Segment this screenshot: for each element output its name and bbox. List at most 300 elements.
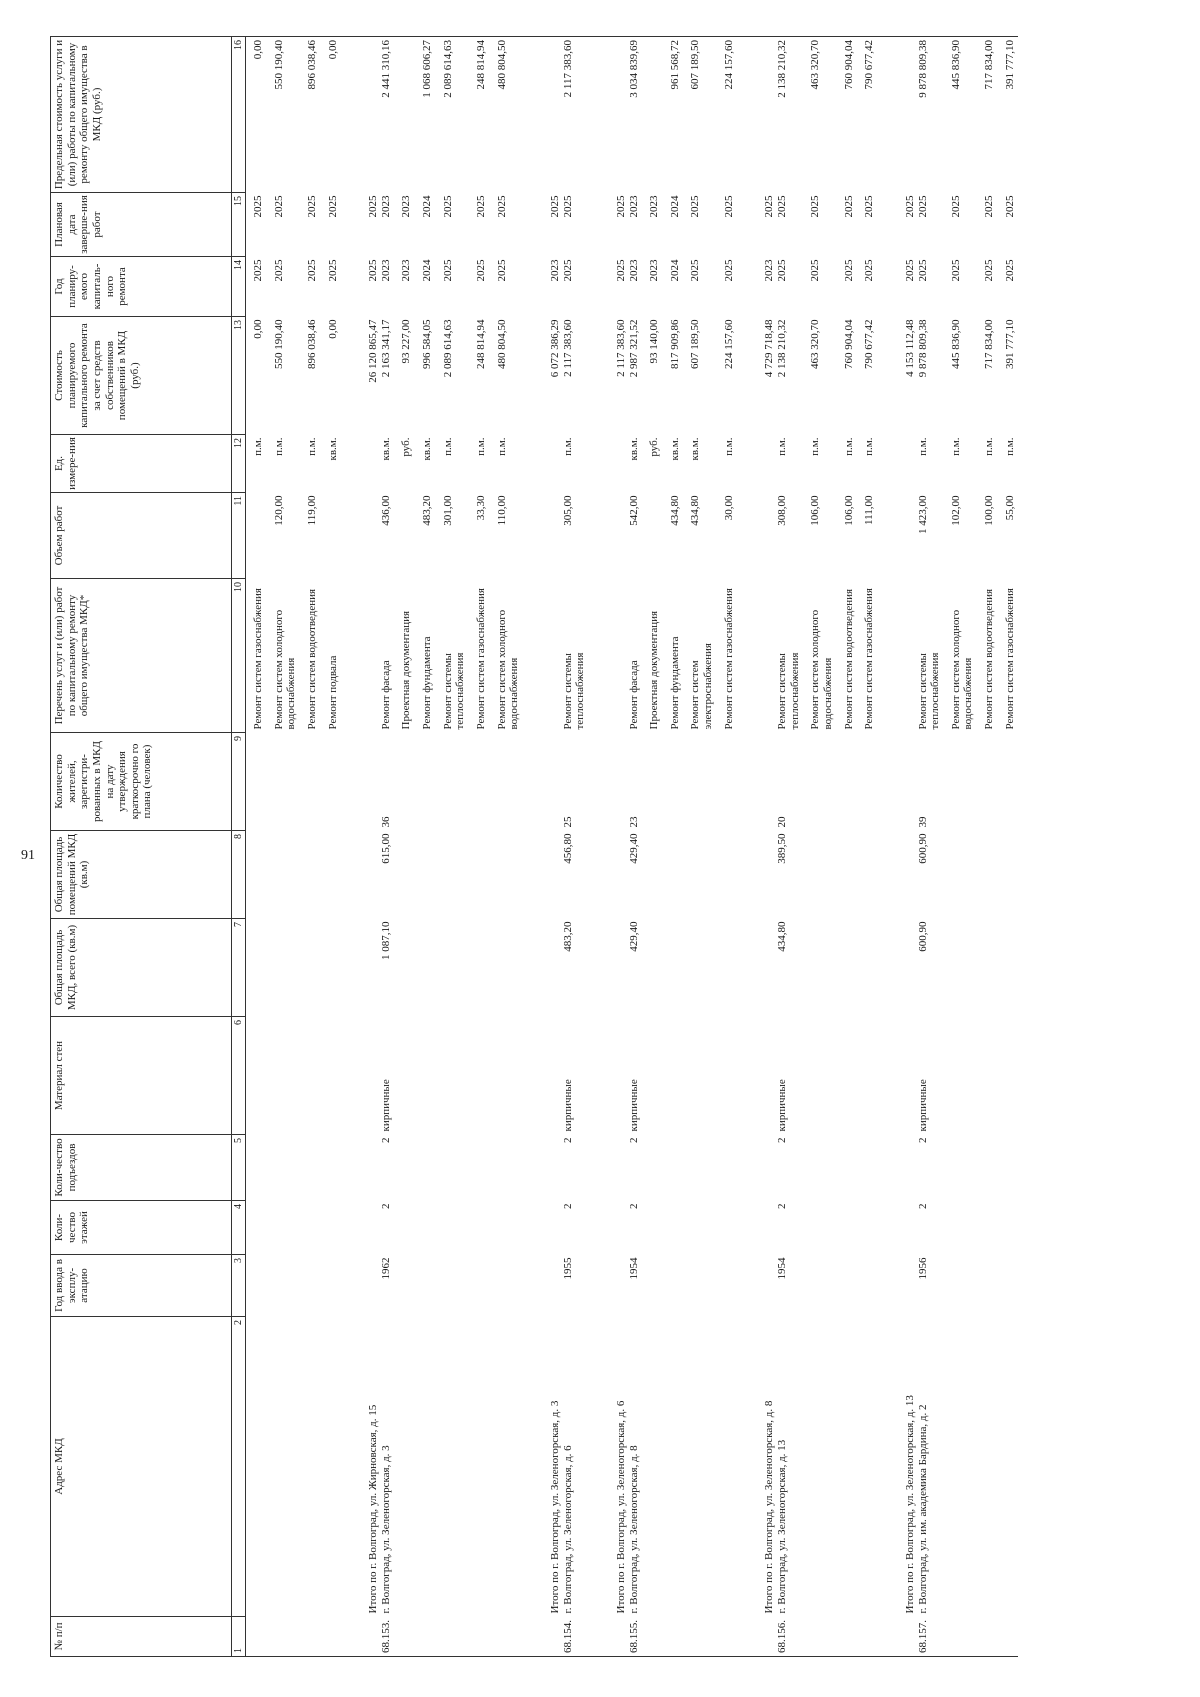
wall-material: кирпичные [916, 1079, 929, 1132]
row-number: 68.153. [380, 1617, 395, 1657]
table-row [663, 37, 684, 1657]
header-cell: Стоимость планируемого капитального ремонта за счет средств собственников помещений в МКД (руб.) [51, 317, 232, 435]
row-number [267, 1617, 300, 1657]
floors-count [341, 1201, 380, 1255]
floors-count [300, 1201, 321, 1255]
work-volume [642, 493, 663, 579]
address [663, 1317, 684, 1617]
max-cost: 717 834,00 [977, 37, 998, 193]
floors-count [490, 1201, 523, 1255]
commission-year [436, 1255, 469, 1317]
completion-date: 2025 [903, 195, 916, 218]
header-row [51, 37, 232, 1657]
row-number: 68.157. [917, 1617, 944, 1657]
max-cost [589, 37, 628, 193]
completion-date: 2025 [983, 195, 996, 218]
residents-count [663, 733, 684, 831]
column-number: 15 [232, 193, 246, 257]
work-volume: 120,00 [272, 495, 285, 526]
floors-count: 2 [627, 1203, 640, 1209]
work-type: Ремонт фасада [379, 660, 392, 730]
unit: кв.м. [326, 437, 339, 461]
completion-date: 2025 [252, 195, 264, 218]
total-row [523, 37, 562, 1657]
table-row [803, 37, 836, 1657]
table-row [562, 37, 589, 1657]
repair-year: 2025 [441, 259, 454, 282]
work-type: Ремонт фундамента [668, 636, 681, 730]
commission-year [717, 1255, 738, 1317]
completion-date: 2025 [722, 195, 735, 218]
premises-area [857, 831, 878, 919]
capital-repair-plan-table [50, 37, 1150, 1657]
work-volume: 1 423,00 [916, 495, 929, 534]
commission-year [300, 1255, 321, 1317]
entrances-count [977, 1135, 998, 1201]
residents-count [469, 733, 490, 831]
floors-count: 2 [379, 1203, 392, 1209]
work-volume: 301,00 [441, 495, 454, 526]
unit: п.м. [863, 437, 876, 456]
max-cost [523, 37, 562, 193]
table-row [380, 37, 395, 1657]
premises-area [321, 831, 342, 919]
max-cost: 550 190,40 [267, 37, 300, 193]
completion-date: 2025 [475, 195, 488, 218]
work-volume: 436,00 [379, 495, 392, 526]
unit: п.м. [441, 437, 454, 456]
work-volume: 106,00 [809, 495, 822, 526]
table-row [246, 37, 267, 1657]
total-area [469, 919, 490, 1017]
column-number: 14 [232, 257, 246, 317]
commission-year [642, 1255, 663, 1317]
unit [878, 435, 917, 493]
work-volume [523, 493, 562, 579]
row-number [436, 1617, 469, 1657]
commission-year [341, 1255, 380, 1317]
planned-cost: 2 117 383,60 [614, 319, 627, 377]
completion-date: 2025 [326, 195, 339, 218]
max-cost: 2 441 310,16 [380, 37, 395, 193]
work-volume: 483,20 [421, 495, 434, 526]
address: Итого по г. Волгоград, ул. Зеленогорская, д. 8 [763, 1400, 776, 1614]
max-cost: 391 777,10 [998, 37, 1019, 193]
premises-area: 456,80 [561, 833, 574, 864]
commission-year [469, 1255, 490, 1317]
commission-year [267, 1255, 300, 1317]
total-area [663, 919, 684, 1017]
page-number: 91 [21, 848, 35, 863]
address [490, 1317, 523, 1617]
repair-year: 2025 [949, 259, 962, 282]
row-number [415, 1617, 436, 1657]
table-row [490, 37, 523, 1657]
residents-count [267, 733, 300, 831]
planned-cost: 717 834,00 [983, 319, 996, 369]
table-row [683, 37, 716, 1657]
completion-date: 2025 [561, 195, 574, 218]
work-volume: 106,00 [842, 495, 855, 526]
residents-count [977, 733, 998, 831]
planned-cost: 896 038,46 [305, 319, 318, 369]
planned-cost: 6 072 386,29 [548, 319, 561, 378]
wall-material: кирпичные [561, 1079, 574, 1132]
entrances-count [737, 1135, 776, 1201]
unit: п.м. [983, 437, 996, 456]
row-number [837, 1617, 858, 1657]
total-area [523, 919, 562, 1017]
floors-count: 2 [776, 1203, 789, 1209]
planned-cost: 2 089 614,63 [441, 319, 454, 378]
commission-year [837, 1255, 858, 1317]
repair-year: 2025 [722, 259, 735, 282]
work-type: Ремонт систем водоотведения [305, 588, 318, 730]
entrances-count [490, 1135, 523, 1201]
max-cost: 2 089 614,63 [436, 37, 469, 193]
total-area [683, 919, 716, 1017]
residents-count [321, 733, 342, 831]
planned-cost: 996 584,05 [421, 319, 434, 369]
planned-cost: 248 814,94 [475, 319, 488, 369]
header-cell: Количество жителей, зарегистри-рованных в МКД на дату утверждения краткосрочно го плана (человек) [51, 733, 232, 831]
residents-count [717, 733, 738, 831]
completion-date: 2025 [842, 195, 855, 218]
commission-year [998, 1255, 1019, 1317]
repair-year: 2025 [614, 259, 627, 282]
work-type: Ремонт системы теплоснабжения [776, 652, 801, 730]
commission-year [490, 1255, 523, 1317]
unit: п.м. [842, 437, 855, 456]
column-number: 12 [232, 435, 246, 493]
max-cost: 0,00 [321, 37, 342, 193]
floors-count [803, 1201, 836, 1255]
premises-area [436, 831, 469, 919]
column-number: 6 [232, 1017, 246, 1135]
table-row [837, 37, 858, 1657]
repair-year: 2024 [421, 259, 434, 282]
entrances-count [857, 1135, 878, 1201]
row-number [300, 1617, 321, 1657]
work-type: Ремонт фасада [627, 660, 640, 730]
floors-count [944, 1201, 977, 1255]
work-volume: 111,00 [863, 495, 876, 525]
column-number: 10 [232, 579, 246, 733]
completion-date: 2025 [809, 195, 822, 218]
row-number [246, 1617, 267, 1657]
unit: кв.м. [379, 437, 392, 461]
repair-year: 2025 [367, 259, 380, 282]
row-number: 68.155. [628, 1617, 643, 1657]
residents-count [436, 733, 469, 831]
column-number: 4 [232, 1201, 246, 1255]
header-cell: Предельная стоимость услуги и (или) работы по капитальному ремонту общего имущества в МКД (руб.) [51, 37, 232, 193]
table-row [642, 37, 663, 1657]
work-type [523, 579, 562, 733]
entrances-count [436, 1135, 469, 1201]
residents-count [523, 733, 562, 831]
residents-count [857, 733, 878, 831]
max-cost [737, 37, 776, 193]
residents-count [341, 733, 380, 831]
residents-count: 20 [776, 816, 789, 828]
column-number: 9 [232, 733, 246, 831]
wall-material: кирпичные [627, 1079, 640, 1132]
completion-date: 2025 [495, 195, 508, 218]
total-area [737, 919, 776, 1017]
planned-cost: 550 190,40 [272, 319, 285, 369]
entrances-count [717, 1135, 738, 1201]
total-area [803, 919, 836, 1017]
commission-year [878, 1255, 917, 1317]
address: г. Волгоград, ул. Зеленогорская, д. 3 [379, 1445, 392, 1614]
commission-year [857, 1255, 878, 1317]
completion-date: 2025 [367, 195, 380, 218]
column-number: 7 [232, 919, 246, 1017]
entrances-count: 2 [561, 1137, 574, 1143]
entrances-count [683, 1135, 716, 1201]
planned-cost: 607 189,50 [689, 319, 702, 369]
max-cost: 790 677,42 [857, 37, 878, 193]
work-volume [341, 493, 380, 579]
row-number [803, 1617, 836, 1657]
completion-date: 2025 [949, 195, 962, 218]
planned-cost: 93 227,00 [400, 319, 413, 364]
planned-cost: 790 677,42 [863, 319, 876, 369]
work-type [737, 579, 776, 733]
work-volume: 100,00 [983, 495, 996, 526]
unit: п.м. [305, 437, 318, 456]
total-area [944, 919, 977, 1017]
total-area [837, 919, 858, 1017]
premises-area [977, 831, 998, 919]
work-volume [246, 493, 267, 579]
repair-year: 2025 [903, 259, 916, 282]
total-area [977, 919, 998, 1017]
address [246, 1317, 267, 1617]
address [321, 1317, 342, 1617]
entrances-count [300, 1135, 321, 1201]
work-volume: 110,00 [495, 495, 508, 526]
row-number [857, 1617, 878, 1657]
total-area [642, 919, 663, 1017]
row-number [944, 1617, 977, 1657]
address [469, 1317, 490, 1617]
floors-count [998, 1201, 1019, 1255]
residents-count [944, 733, 977, 831]
entrances-count [944, 1135, 977, 1201]
residents-count [300, 733, 321, 831]
table-row [321, 37, 342, 1657]
entrances-count [642, 1135, 663, 1201]
wall-material [837, 1017, 858, 1135]
repair-year: 2025 [475, 259, 488, 282]
repair-year: 2023 [763, 259, 776, 282]
unit: руб. [648, 437, 661, 457]
wall-material [683, 1017, 716, 1135]
row-number [523, 1617, 562, 1657]
residents-count [803, 733, 836, 831]
column-number: 13 [232, 317, 246, 435]
completion-date: 2025 [441, 195, 454, 218]
premises-area [642, 831, 663, 919]
header-cell: Объем работ [51, 493, 232, 579]
wall-material [589, 1017, 628, 1135]
entrances-count: 2 [916, 1137, 929, 1143]
completion-date: 2025 [916, 195, 929, 218]
total-area [857, 919, 878, 1017]
planned-cost: 9 878 809,38 [916, 319, 929, 378]
work-type: Проектная документация [648, 610, 661, 730]
header-cell: Плановая дата заверше-ния работ [51, 193, 232, 257]
wall-material [300, 1017, 321, 1135]
total-area: 434,80 [776, 921, 789, 952]
commission-year [415, 1255, 436, 1317]
total-area: 1 087,10 [379, 921, 392, 960]
commission-year [803, 1255, 836, 1317]
floors-count [394, 1201, 415, 1255]
row-number: 68.156. [776, 1617, 803, 1657]
unit: кв.м. [689, 437, 702, 461]
entrances-count [837, 1135, 858, 1201]
completion-date: 2025 [763, 195, 776, 218]
total-area: 483,20 [561, 921, 574, 952]
max-cost: 2 117 383,60 [562, 37, 589, 193]
repair-year: 2024 [668, 259, 681, 282]
work-type: Ремонт систем холодного водоснабжения [272, 609, 298, 730]
premises-area [246, 831, 267, 919]
wall-material [267, 1017, 300, 1135]
floors-count [523, 1201, 562, 1255]
commission-year [394, 1255, 415, 1317]
address [803, 1317, 836, 1617]
premises-area [300, 831, 321, 919]
max-cost [878, 37, 917, 193]
table-row [300, 37, 321, 1657]
completion-date: 2024 [668, 195, 681, 218]
repair-year: 2025 [495, 259, 508, 282]
table-row [394, 37, 415, 1657]
max-cost: 760 904,04 [837, 37, 858, 193]
completion-date: 2025 [863, 195, 876, 218]
header-cell: Материал стен [51, 1017, 232, 1135]
column-number: 2 [232, 1317, 246, 1617]
header-cell: Год ввода в эксплу-атацию [51, 1255, 232, 1317]
work-volume: 119,00 [305, 495, 318, 526]
premises-area [998, 831, 1019, 919]
wall-material [717, 1017, 738, 1135]
residents-count [878, 733, 917, 831]
completion-date: 2025 [305, 195, 318, 218]
premises-area [415, 831, 436, 919]
entrances-count [394, 1135, 415, 1201]
work-volume: 542,00 [627, 495, 640, 526]
total-area [436, 919, 469, 1017]
row-number: 68.154. [562, 1617, 589, 1657]
work-type: Ремонт систем газоснабжения [475, 588, 488, 730]
completion-date: 2025 [548, 195, 561, 218]
wall-material [341, 1017, 380, 1135]
column-number: 16 [232, 37, 246, 193]
residents-count [737, 733, 776, 831]
column-number: 5 [232, 1135, 246, 1201]
repair-year: 2025 [809, 259, 822, 282]
wall-material [737, 1017, 776, 1135]
work-type: Ремонт системы теплоснабжения [916, 652, 942, 730]
unit [737, 435, 776, 493]
address [267, 1317, 300, 1617]
floors-count [683, 1201, 716, 1255]
planned-cost: 0,00 [252, 319, 264, 339]
completion-date: 2025 [272, 195, 285, 218]
premises-area [837, 831, 858, 919]
address: г. Волгоград, ул. им. академика Бардина, д. 2 [916, 1404, 929, 1614]
max-cost [341, 37, 380, 193]
row-number [977, 1617, 998, 1657]
repair-year: 2025 [272, 259, 285, 282]
total-area [998, 919, 1019, 1017]
work-volume [394, 493, 415, 579]
address: г. Волгоград, ул. Зеленогорская, д. 8 [627, 1445, 640, 1614]
max-cost [394, 37, 415, 193]
floors-count: 2 [561, 1203, 574, 1209]
work-type: Ремонт систем холодного водоснабжения [809, 609, 834, 730]
entrances-count [321, 1135, 342, 1201]
entrances-count [246, 1135, 267, 1201]
total-area [321, 919, 342, 1017]
repair-year: 2023 [400, 259, 413, 282]
residents-count: 25 [561, 816, 574, 828]
repair-year: 2025 [689, 259, 702, 282]
repair-year: 2025 [916, 259, 929, 282]
residents-count [394, 733, 415, 831]
unit: кв.м. [627, 437, 640, 461]
work-volume: 33,30 [475, 495, 488, 521]
wall-material [944, 1017, 977, 1135]
repair-year: 2025 [863, 259, 876, 282]
column-number: 3 [232, 1255, 246, 1317]
wall-material [977, 1017, 998, 1135]
commission-year: 1954 [776, 1257, 789, 1280]
wall-material [857, 1017, 878, 1135]
repair-year: 2025 [305, 259, 318, 282]
residents-count: 23 [627, 816, 640, 828]
premises-area [944, 831, 977, 919]
unit [523, 435, 562, 493]
floors-count [469, 1201, 490, 1255]
floors-count [878, 1201, 917, 1255]
floors-count [837, 1201, 858, 1255]
planned-cost: 26 120 865,47 [367, 319, 380, 383]
premises-area [878, 831, 917, 919]
work-type: Ремонт систем газоснабжения [722, 588, 735, 730]
work-volume [878, 493, 917, 579]
address [977, 1317, 998, 1617]
work-type: Ремонт подвала [326, 655, 339, 730]
row-number [394, 1617, 415, 1657]
commission-year [321, 1255, 342, 1317]
residents-count [246, 733, 267, 831]
planned-cost: 2 117 383,60 [561, 319, 574, 377]
work-type [878, 579, 917, 733]
residents-count [837, 733, 858, 831]
premises-area [737, 831, 776, 919]
work-type: Ремонт систем газоснабжения [252, 588, 264, 730]
wall-material [490, 1017, 523, 1135]
unit [589, 435, 628, 493]
total-row [341, 37, 380, 1657]
total-area [415, 919, 436, 1017]
